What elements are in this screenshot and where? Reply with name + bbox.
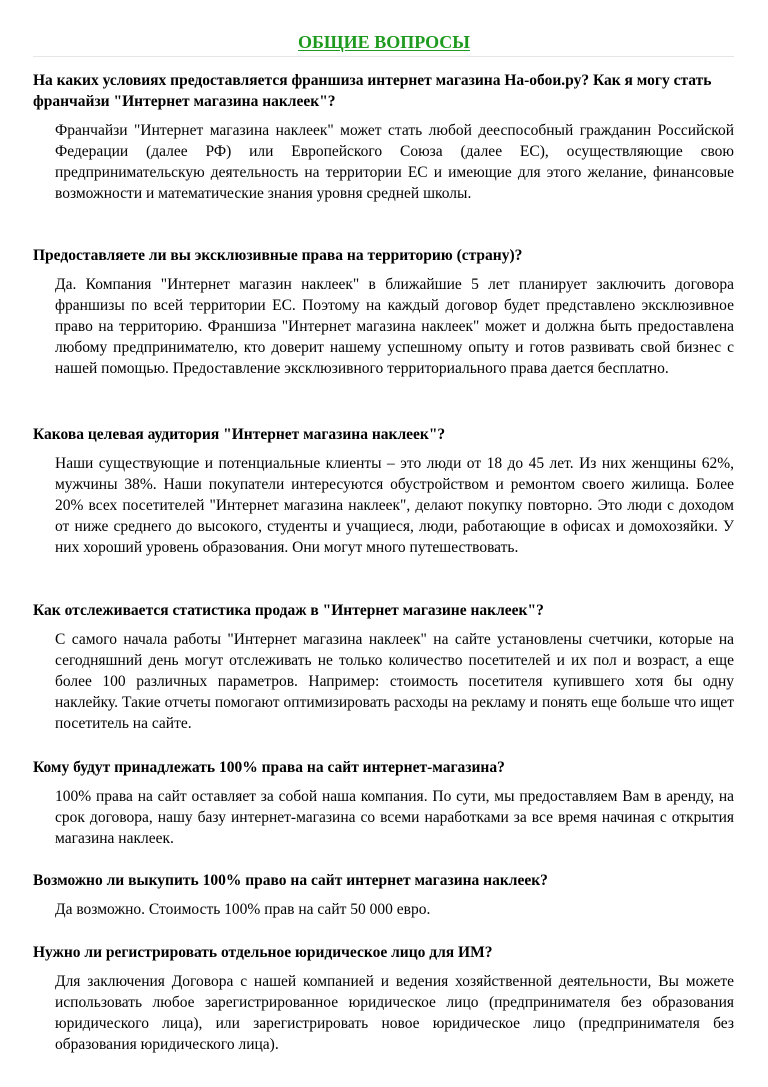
faq-question: Какова целевая аудитория "Интернет магазина наклеек"? [33,426,446,443]
page-title: ОБЩИЕ ВОПРОСЫ [298,32,470,52]
faq-question: На каких условиях предоставляется франшиза интернет магазина На-обои.ру? Как я могу стать франчайзи "Интернет магазина наклеек"? [33,72,712,110]
faq-answer: Да. Компания "Интернет магазин наклеек" в ближайшие 5 лет планирует заключить договора франшизы по всей территории ЕС. Поэтому на каждый договор будет представлено эксклюзивное право на территорию. Франшиза "Интернет магазина наклеек" может и должна быть предоставлена любому предпринимателю, кто доверит нашему успешному опыту и готов развивать свой бизнес с нашей помощью. Предоставление эксклюзивного территориального права дается бесплатно. [55,276,734,377]
faq-answer: Франчайзи "Интернет магазина наклеек" может стать любой дееспособный гражданин Российской Федерации (далее РФ) или Европейского Союза (далее ЕС), осуществляющие свою предпринимательскую деятельность на территории ЕС и имеющие для этого желание, финансовые возможности и математические знания уровня средней школы. [55,122,734,202]
faq-question: Нужно ли регистрировать отдельное юридическое лицо для ИМ? [33,944,493,961]
faq-question: Как отслеживается статистика продаж в "Интернет магазине наклеек"? [33,602,544,619]
faq-item [33,600,734,734]
faq-item [33,870,734,920]
faq-answer: С самого начала работы "Интернет магазина наклеек" на сайте установлены счетчики, которые на сегодняшний день могут отслеживать не только количество посетителей и их пол и возраст, а еще более 100 различных параметров. Например: стоимость посетителя купившего хотя бы одну наклейку. Такие отчеты помогают оптимизировать расходы на рекламу и понять еще больше что ищет посетитель на сайте. [55,631,734,732]
faq-answer: Наши существующие и потенциальные клиенты – это люди от 18 до 45 лет. Из них женщины 62%, мужчины 38%. Наши покупатели интересуются обустройством и ремонтом своего жилища. Более 20% всех посетителей "Интернет магазина наклеек", делают покупку повторно. Это люди с доходом от ниже среднего до высокого, студенты и учащиеся, люди, работающие в офисах и домохозяйки. У них хороший уровень образования. Они могут много путешествовать. [55,455,734,556]
faq-item [33,757,734,849]
faq-question: Возможно ли выкупить 100% право на сайт интернет магазина наклеек? [33,872,548,889]
faq-item [33,942,734,1055]
faq-question: Кому будут принадлежать 100% права на сайт интернет-магазина? [33,759,505,776]
faq-item [33,245,734,379]
faq-answer: Для заключения Договора с нашей компанией и ведения хозяйственной деятельности, Вы можете использовать любое зарегистрированное юридическое лицо (предпринимателя без образования юридического лица), или зарегистрировать новое юридическое лицо (предпринимателя без образования юридического лица). [55,973,734,1053]
faq-item [33,424,734,558]
faq-answer: 100% права на сайт оставляет за собой наша компания. По сути, мы предоставляем Вам в аренду, на срок договора, нашу базу интернет-магазина со всеми наработками за все время начиная с открытия магазина наклеек. [55,788,734,847]
title-divider [33,56,734,57]
faq-question: Предоставляете ли вы эксклюзивные права на территорию (страну)? [33,247,523,264]
faq-answer: Да возможно. Стоимость 100% прав на сайт 50 000 евро. [55,901,431,918]
faq-item [33,70,734,204]
